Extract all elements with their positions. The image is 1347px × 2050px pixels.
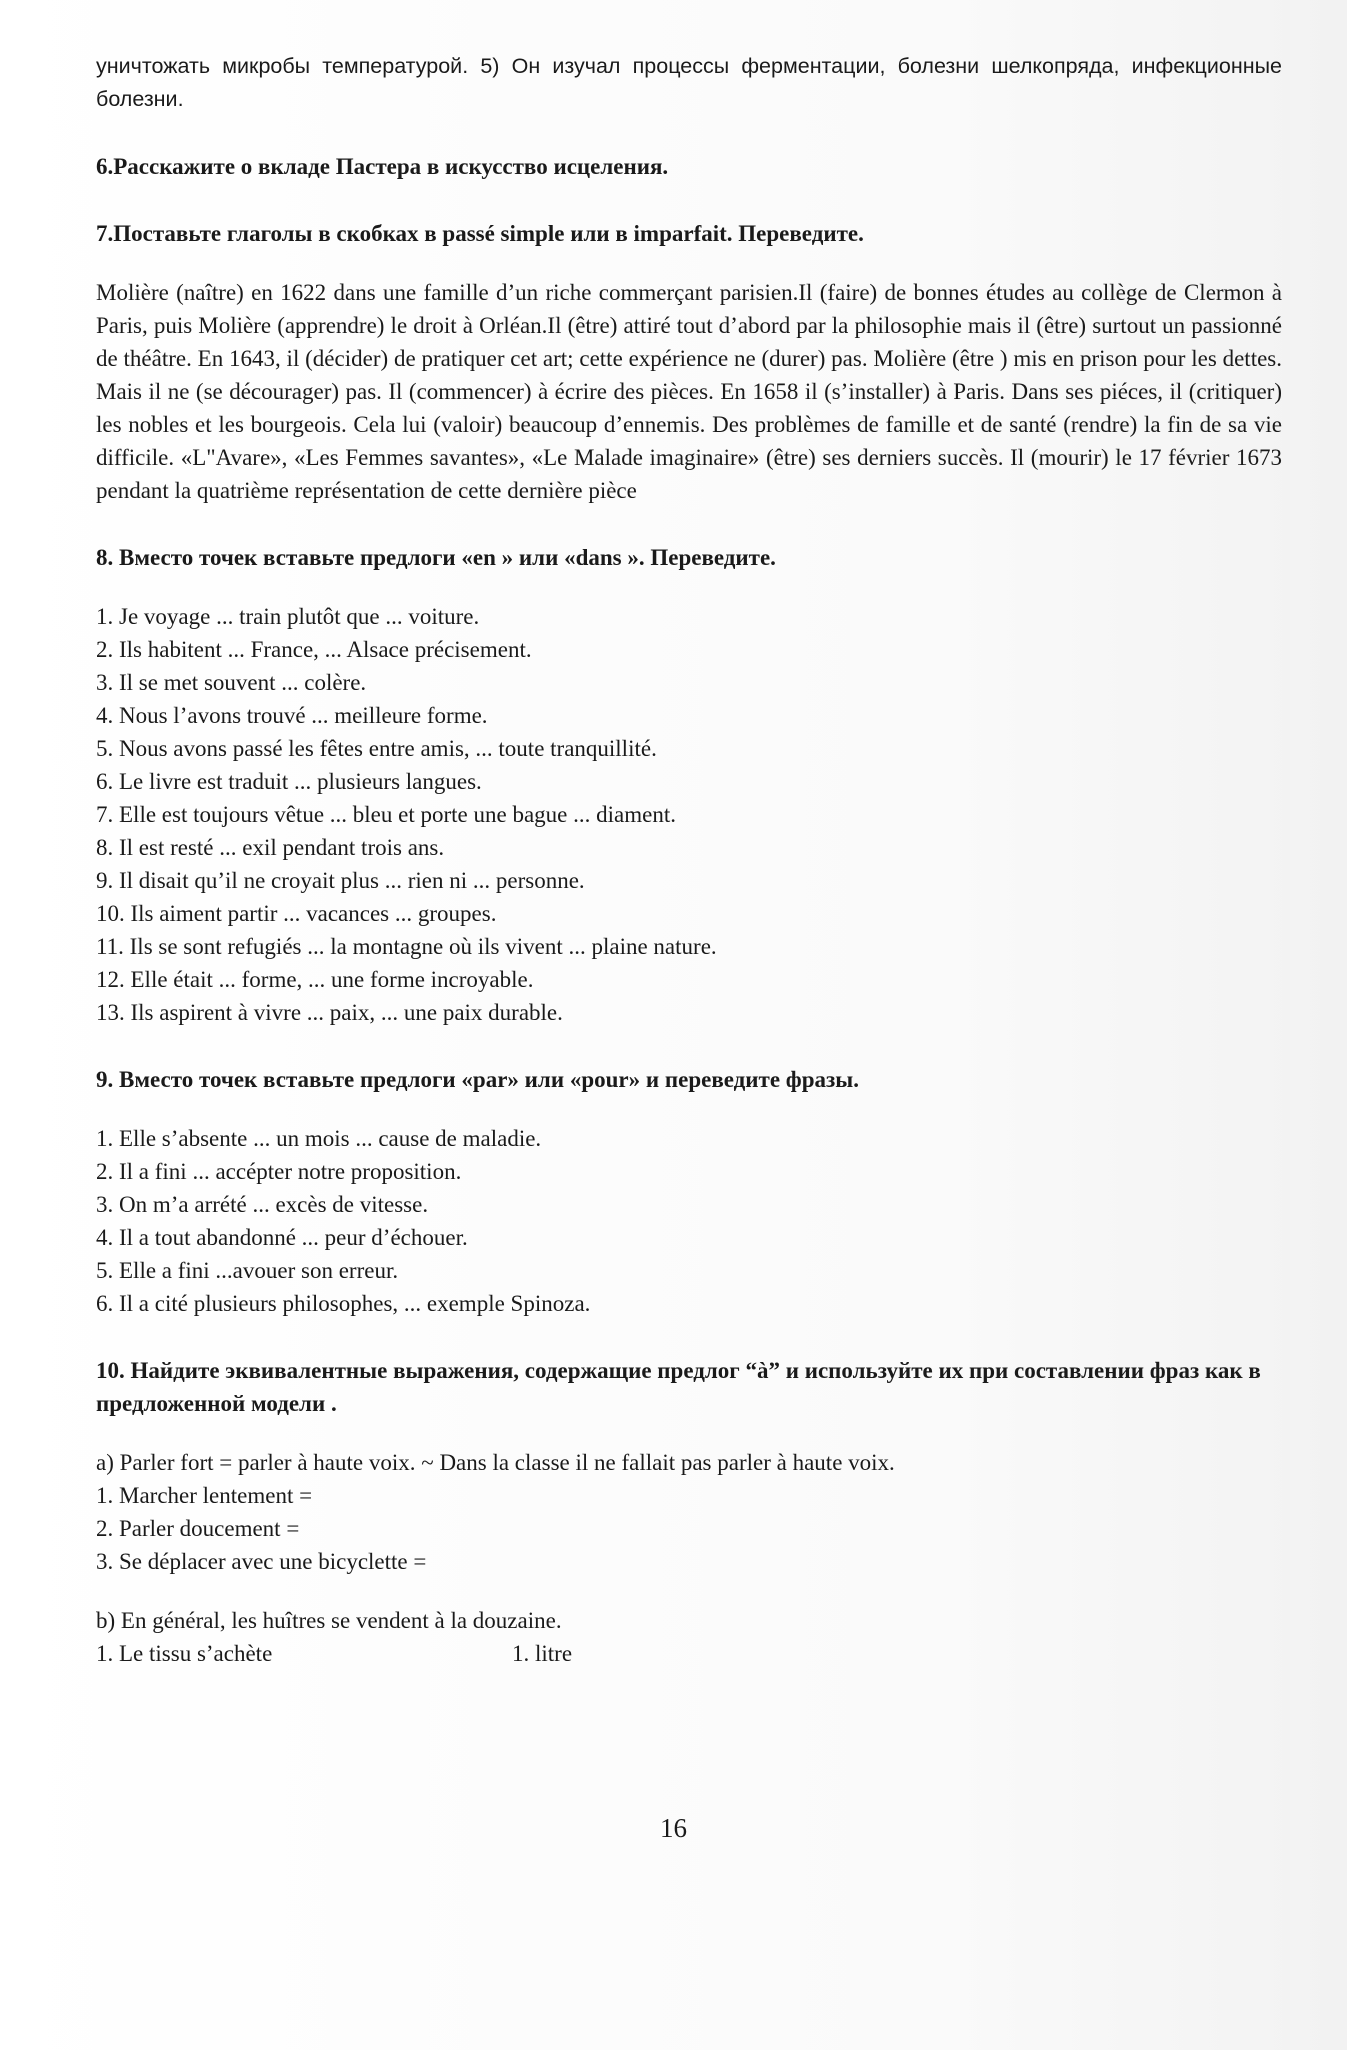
list-item: 5. Nous avons passé les fêtes entre amis, ... toute tranquillité. [96, 736, 657, 761]
list-item: 12. Elle était ... forme, ... une forme incroyable. [96, 967, 534, 992]
task9-list [96, 1122, 1282, 1320]
task10-b-row [96, 1637, 1282, 1670]
list-item: 9. Il disait qu’il ne croyait plus ... rien ni ... personne. [96, 868, 585, 893]
list-item: 2. Parler doucement = [96, 1516, 300, 1541]
list-item: 7. Elle est toujours vêtue ... bleu et porte une bague ... diament. [96, 802, 676, 827]
page-content [96, 50, 1282, 1670]
list-item: 3. On m’a arrété ... excès de vitesse. [96, 1192, 429, 1217]
list-item: 6. Le livre est traduit ... plusieurs langues. [96, 769, 482, 794]
list-item: 5. Elle a fini ...avouer son erreur. [96, 1258, 399, 1283]
task10-part-b [96, 1604, 1282, 1637]
list-item: 1. Je voyage ... train plutôt que ... voiture. [96, 604, 480, 629]
list-item: 3. Il se met souvent ... colère. [96, 670, 367, 695]
task6-heading: 6.Расскажите о вкладе Пастера в искусство исцеления. [96, 154, 669, 179]
task10-b-left: 1. Le tissu s’achète [96, 1641, 273, 1666]
list-item: 8. Il est resté ... exil pendant trois ans. [96, 835, 445, 860]
task8-list [96, 600, 1282, 1029]
list-item: 11. Ils se sont refugiés ... la montagne où ils vivent ... plaine nature. [96, 934, 717, 959]
task8-heading: 8. Вместо точек вставьте предлоги «en » или «dans ». Переведите. [96, 545, 776, 570]
page-number: 16 [660, 1813, 687, 1843]
list-item: 1. Elle s’absente ... un mois ... cause de maladie. [96, 1126, 542, 1151]
intro-paragraph: уничтожать микробы температурой. 5) Он изучал процессы ферментации, болезни шелкопряда, инфекционные болезни. [96, 54, 1282, 111]
list-item: 6. Il a cité plusieurs philosophes, ... exemple Spinoza. [96, 1291, 591, 1316]
task7-text: Molière (naître) en 1622 dans une famille d’un riche commerçant parisien.Il (faire) de bonnes études au collège de Clermon à Paris, puis Molière (apprendre) le droit à Orléan.Il (être) attiré tout d’abord par la philosophie mais il (être) surtout un passionné de théâtre. En 1643, il (décider) de pratiquer cet art; cette expérience ne (durer) pas. Molière (être ) mis en prison pour les dettes. Mais il ne (se décourager) pas. Il (commencer) à écrire des pièces. En 1658 il (s’installer) à Paris. Dans ses piéces, il (critiquer) les nobles et les bourgeois. Cela lui (valoir) beaucoup d’ennemis. Des problèmes de famille et de santé (rendre) la fin de sa vie difficile. «L"Avare», «Les Femmes savantes», «Le Malade imaginaire» (être) ses derniers succès. Il (mourir) le 17 février 1673 pendant la quatrième représentation de cette dernière pièce [96, 280, 1282, 503]
list-item: 4. Nous l’avons trouvé ... meilleure forme. [96, 703, 488, 728]
task10-b-right: 1. litre [512, 1641, 573, 1666]
task10-a-example: a) Parler fort = parler à haute voix. ~ Dans la classe il ne fallait pas parler à haute voix. [96, 1450, 895, 1475]
list-item: 2. Ils habitent ... France, ... Alsace précisement. [96, 637, 532, 662]
list-item: 13. Ils aspirent à vivre ... paix, ... une paix durable. [96, 1000, 563, 1025]
list-item: 1. Marcher lentement = [96, 1483, 313, 1508]
list-item: 3. Se déplacer avec une bicyclette = [96, 1549, 427, 1574]
task10-b-example: b) En général, les huîtres se vendent à la douzaine. [96, 1608, 562, 1633]
task9-heading: 9. Вместо точек вставьте предлоги «par» или «pour» и переведите фразы. [96, 1067, 859, 1092]
task10-heading: 10. Найдите эквивалентные выражения, содержащие предлог “à” и используйте их при составлении фраз как в предложенной модели . [96, 1358, 1261, 1416]
list-item: 10. Ils aiment partir ... vacances ... groupes. [96, 901, 497, 926]
list-item: 2. Il a fini ... accépter notre proposition. [96, 1159, 462, 1184]
task10-part-a [96, 1446, 1282, 1578]
task7-heading: 7.Поставьте глаголы в скобках в passé simple или в imparfait. Переведите. [96, 221, 864, 246]
list-item: 4. Il a tout abandonné ... peur d’échouer. [96, 1225, 468, 1250]
